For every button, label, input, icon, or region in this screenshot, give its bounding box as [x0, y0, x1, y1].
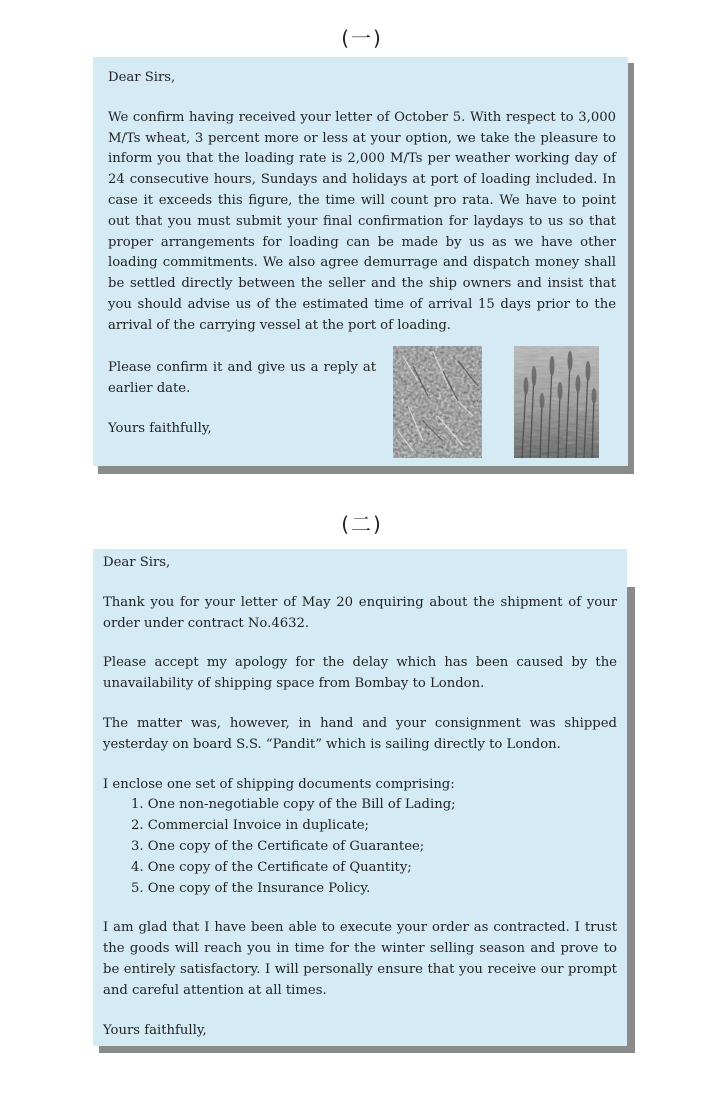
letter-1-signoff: Yours faithfully,: [108, 420, 212, 436]
letter-1-card: [93, 57, 628, 466]
letter-1-heading: (一): [341, 26, 383, 50]
letter-2-paragraph-3: The matter was, however, in hand and your consignment was shipped yesterday on board S.S. “Pandit” which is sailing directly to London.: [103, 715, 617, 752]
letter-2-enclosure-intro: I enclose one set of shipping documents comprising:: [103, 776, 455, 792]
letter-2-signoff: Yours faithfully,: [103, 1022, 207, 1038]
letter-2-body: [103, 553, 617, 1041]
list-item: 5. One copy of the Insurance Policy.: [131, 880, 371, 896]
letter-2-salutation: Dear Sirs,: [103, 555, 171, 570]
list-item: 2. Commercial Invoice in duplicate;: [131, 818, 369, 834]
letter-1-paragraph: We confirm having received your letter of October 5. With respect to 3,000 M/Ts wheat, 3 percent more or less at your option, we take the pleasure to inform you that the loading rate is 2,000 M/Ts per weather working day of 24 consecutive hours, Sundays and holidays at port of loading included. In case it exceeds this figure, the time will count pro rata. We have to point out that you must submit your final confirmation for laydays to us so that proper arrangements for loading can be made by us as we have other loading commitments. We also agree demurrage and dispatch money shall be settled directly between the seller and the ship owners and insist that you should advise us of the estimated time of arrival 15 days prior to the arrival of the carrying vessel at the port of loading.: [108, 109, 616, 333]
grain-texture-image: [393, 346, 482, 458]
wheat-field-image: [514, 346, 599, 458]
enclosed-documents-list: [103, 795, 617, 899]
list-item: 1. One non-negotiable copy of the Bill of Lading;: [131, 797, 456, 813]
letter-2-paragraph-1: Thank you for your letter of May 20 enquiring about the shipment of your order under contract No.4632.: [103, 594, 617, 631]
letter-2-heading: (二): [341, 512, 383, 536]
list-item: 3. One copy of the Certificate of Guarantee;: [131, 838, 425, 854]
letter-2-paragraph-2: Please accept my apology for the delay which has been caused by the unavailability of shipping space from Bombay to London.: [103, 655, 617, 692]
letter-1-body: [108, 68, 616, 337]
letter-1-request: Please confirm it and give us a reply at earlier date.: [108, 360, 376, 396]
letter-1-salutation: Dear Sirs,: [108, 70, 176, 85]
letter-1-closing-block: [108, 358, 376, 439]
letter-2-final-paragraph: I am glad that I have been able to execute your order as contracted. I trust the goods will reach you in time for the winter selling season and prove to be entirely satisfactory. I will personally ensure that you receive our prompt and careful attention at all times.: [103, 920, 617, 998]
list-item: 4. One copy of the Certificate of Quantity;: [131, 859, 412, 875]
letter-2-card: [93, 549, 627, 1046]
